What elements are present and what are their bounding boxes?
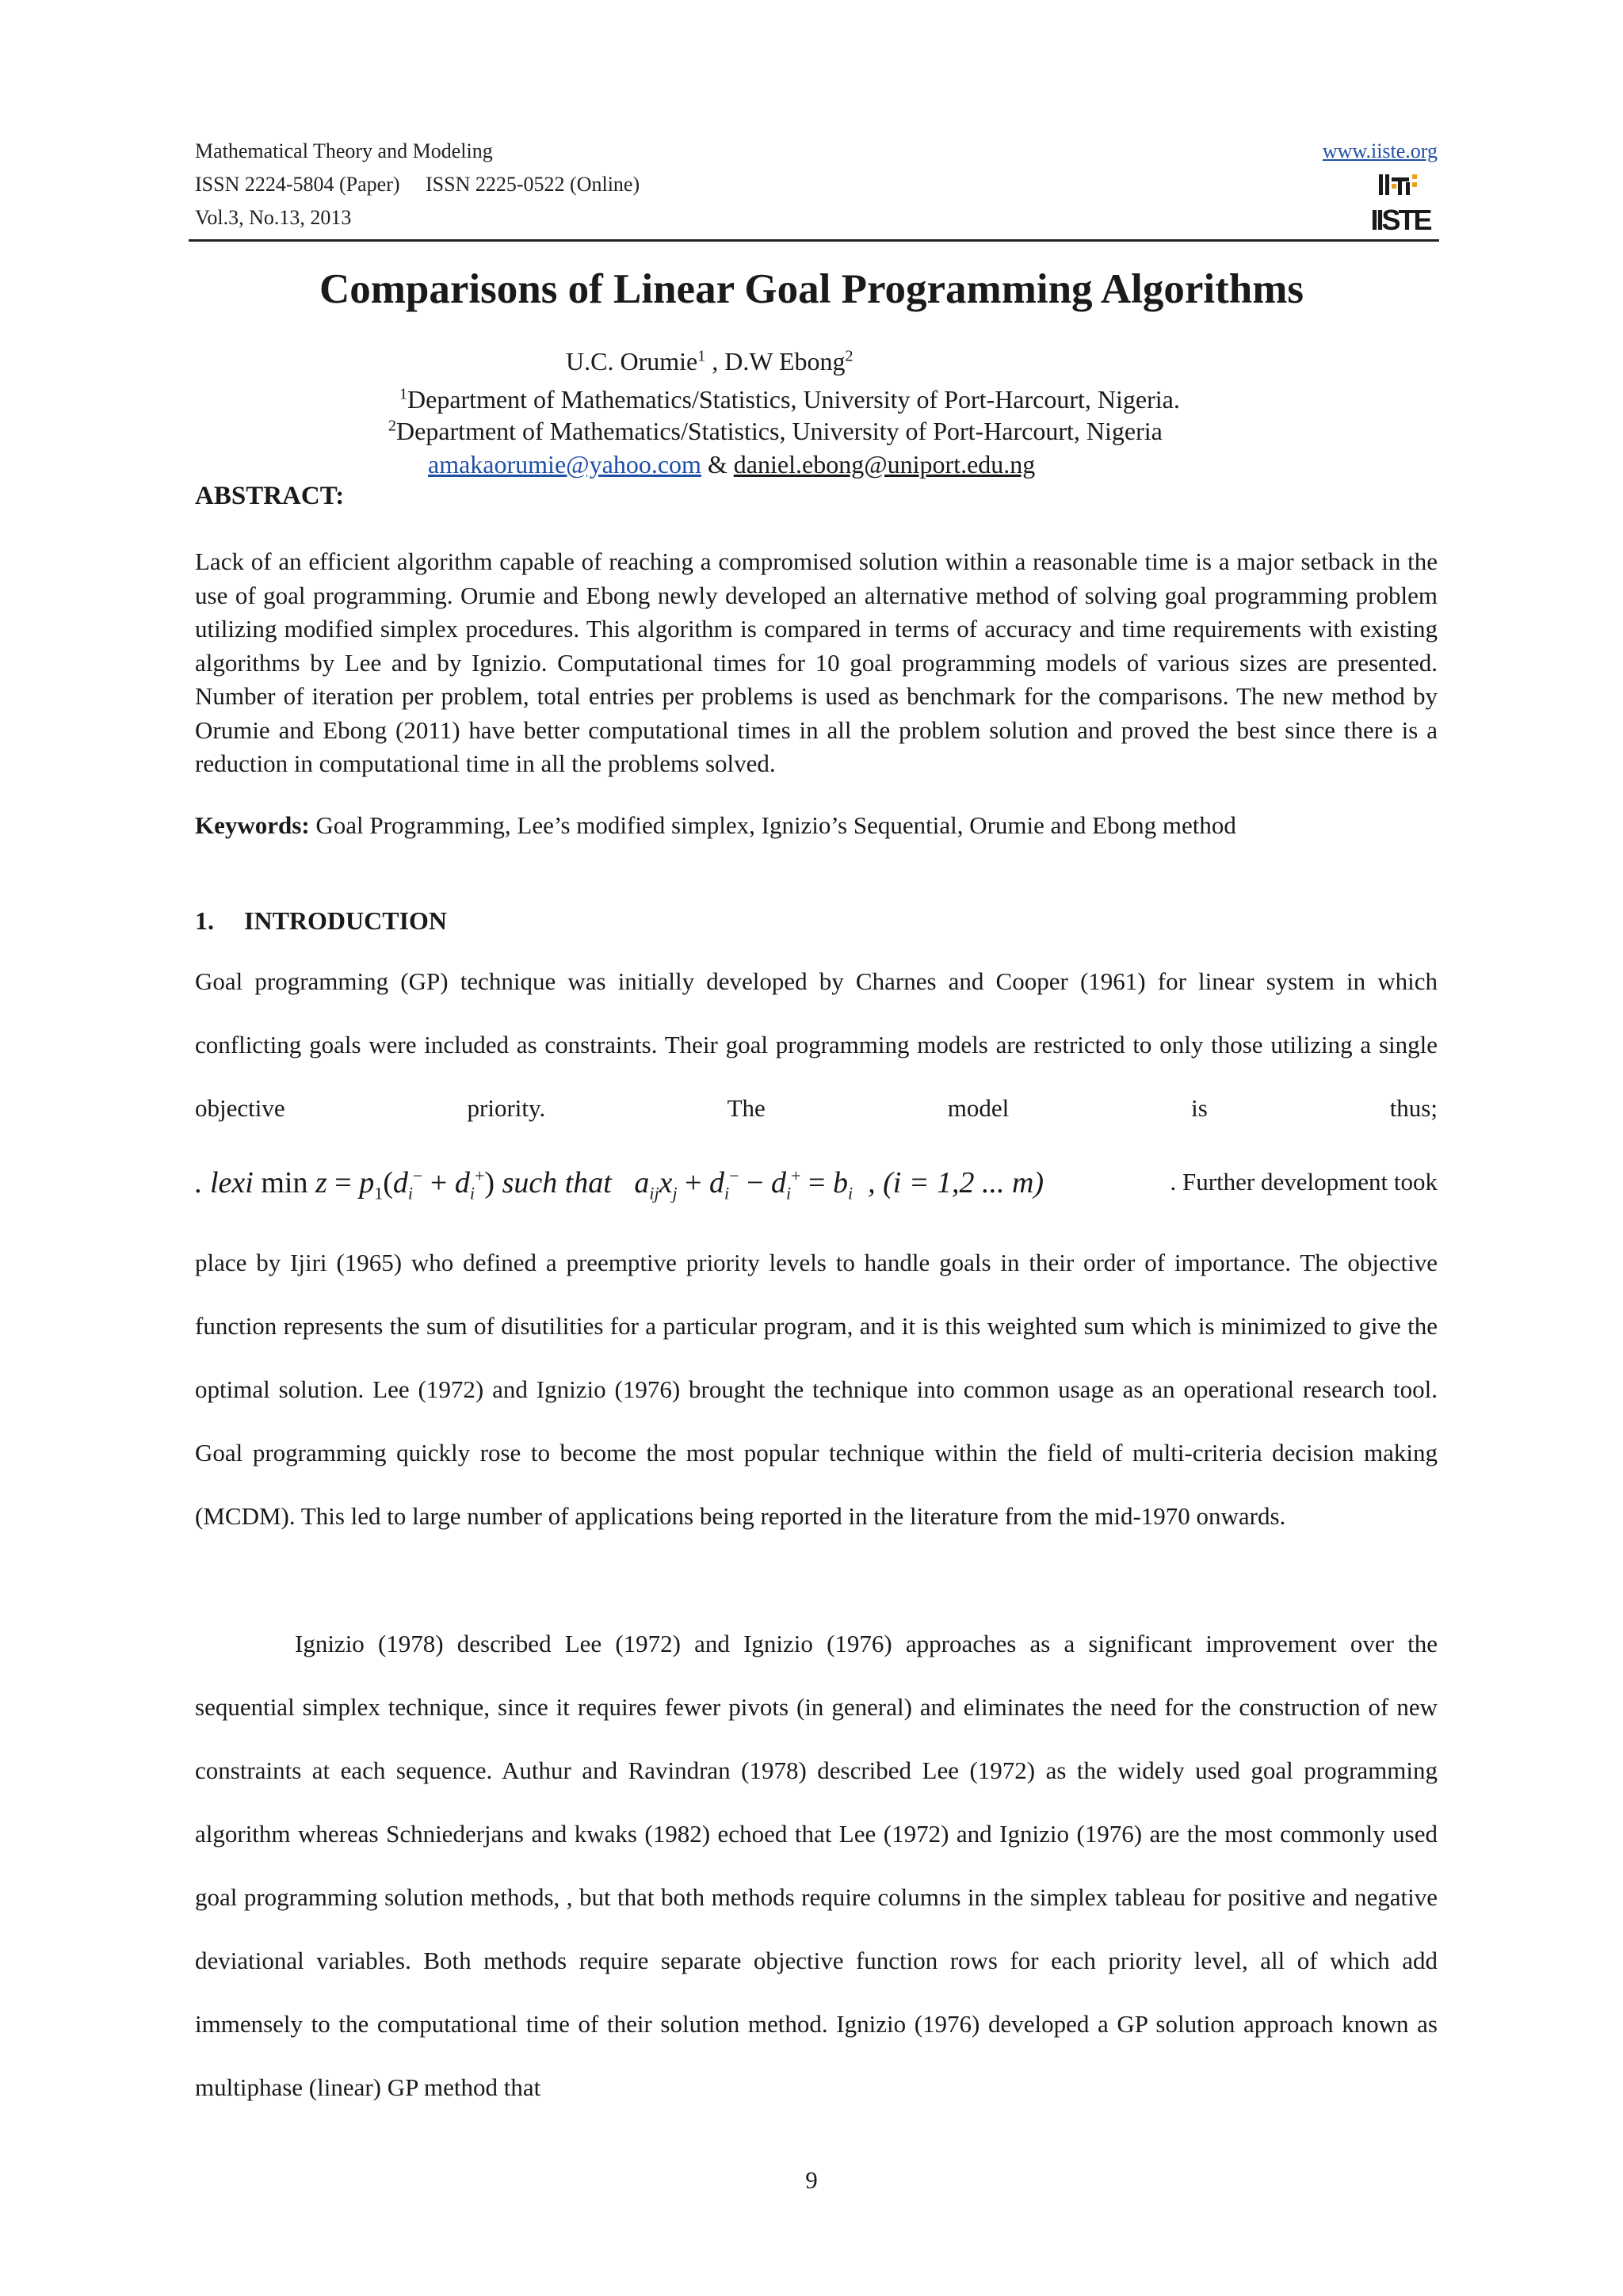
author-line: [566, 345, 853, 377]
journal-issn: ISSN 2224-5804 (Paper) ISSN 2225-0522 (Online): [195, 173, 640, 196]
header-divider: [189, 239, 1439, 242]
affiliation-1: [399, 383, 1180, 415]
section-number: 1.: [195, 906, 214, 935]
formula-trailing-text: . Further development took: [1170, 1168, 1438, 1196]
section-heading-introduction: [195, 905, 447, 936]
paper-title: Comparisons of Linear Goal Programming Algorithms: [319, 266, 1304, 312]
journal-volume: Vol.3, No.13, 2013: [195, 206, 352, 229]
author-name-2: , D.W Ebong: [705, 347, 846, 376]
page-number: 9: [805, 2166, 818, 2194]
iiste-logo-icon: [1370, 171, 1430, 236]
email-link-1[interactable]: amakaorumie@yahoo.com: [428, 450, 701, 479]
email-link-2[interactable]: daniel.ebong@uniport.edu.ng: [733, 450, 1036, 479]
author-affiliation-sup-1: 1: [697, 347, 706, 365]
affiliation-2: [388, 415, 1163, 447]
keywords-label: Keywords:: [195, 811, 310, 839]
abstract-text: Lack of an efficient algorithm capable of reaching a compromised solution within a reasonable time is a major setback in the use of goal programming. Orumie and Ebong newly developed an alternative method of solving goal programming problem utilizing modified simplex procedures. This algorithm is compared in terms of accuracy and time requirements with existing algorithms by Lee and by Ignizio. Computational times for 10 goal programming models of various sizes are presented. Number of iteration per problem, total entries per problems is used as benchmark for the comparisons. The new method by Orumie and Ebong (2011) have better computational times in all the problem solution and proved the best since there is a reduction in computational time in all the problems solved.: [195, 547, 1438, 777]
paragraph-1: Goal programming (GP) technique was initially developed by Charnes and Cooper (1961) for linear system in which conflicting goals were included as constraints. Their goal programming models are restricted to only those utilizing a single objective priority. The model is thus;: [195, 967, 1438, 1122]
paragraph-3: Ignizio (1978) described Lee (1972) and Ignizio (1976) approaches as a significant improvement over the sequential simplex technique, since it requires fewer pivots (in general) and eliminates the need for the construction of new constraints at each sequence. Authur and Ravindran (1978) described Lee (1972) as the widely used goal programming algorithm whereas Schniederjans and kwaks (1982) echoed that Lee (1972) and Ignizio (1976) are the most commonly used goal programming solution methods, , but that both methods require columns in the simplex tableau for positive and negative deviational variables. Both methods require separate objective function rows for each priority level, all of which add immensely to the computational time of their solution method. Ignizio (1976) developed a GP solution approach known as multiphase (linear) GP method that: [195, 1630, 1438, 2101]
affiliation-sup-1: 1: [399, 385, 407, 403]
keywords-text: Goal Programming, Lee’s modified simplex, Ignizio’s Sequential, Orumie and Ebong method: [309, 811, 1236, 839]
formula-expression: . lexi $\min z = p_1(d_i^- + d_i^+)$ such that $a_{ij}x_j + d_i^- - d_i^+ = b_i$ , (i = 1,2 ... m): [195, 1165, 1044, 1203]
author-name-1: U.C. Orumie: [566, 347, 698, 376]
abstract-heading: ABSTRACT:: [195, 482, 345, 510]
journal-header: [195, 136, 1438, 239]
paragraph-2: place by Ijiri (1965) who defined a preemptive priority levels to handle goals in their order of importance. The objective function represents the sum of disutilities for a particular program, and it is this weighted sum which is minimized to give the optimal solution. Lee (1972) and Ignizio (1976) brought the technique into common usage as an operational research tool. Goal programming quickly rose to become the most popular technique within the field of multi-criteria decision making (MCDM). This led to large number of applications being reported in the literature from the mid-1970 onwards.: [195, 1249, 1438, 1530]
section-title: INTRODUCTION: [244, 906, 448, 935]
affiliation-text-1: Department of Mathematics/Statistics, University of Port-Harcourt, Nigeria.: [407, 385, 1180, 414]
author-emails: [428, 448, 1035, 480]
logo-text: IISTE: [1370, 204, 1430, 236]
journal-url-link[interactable]: www.iiste.org: [1322, 139, 1438, 162]
email-separator: &: [701, 450, 734, 479]
affiliation-sup-2: 2: [388, 417, 396, 435]
keywords-line: [195, 810, 1438, 841]
journal-name: Mathematical Theory and Modeling: [195, 139, 493, 162]
affiliation-text-2: Department of Mathematics/Statistics, University of Port-Harcourt, Nigeria: [396, 417, 1163, 445]
author-affiliation-sup-2: 2: [845, 347, 854, 365]
goal-programming-formula: [195, 1158, 1438, 1207]
